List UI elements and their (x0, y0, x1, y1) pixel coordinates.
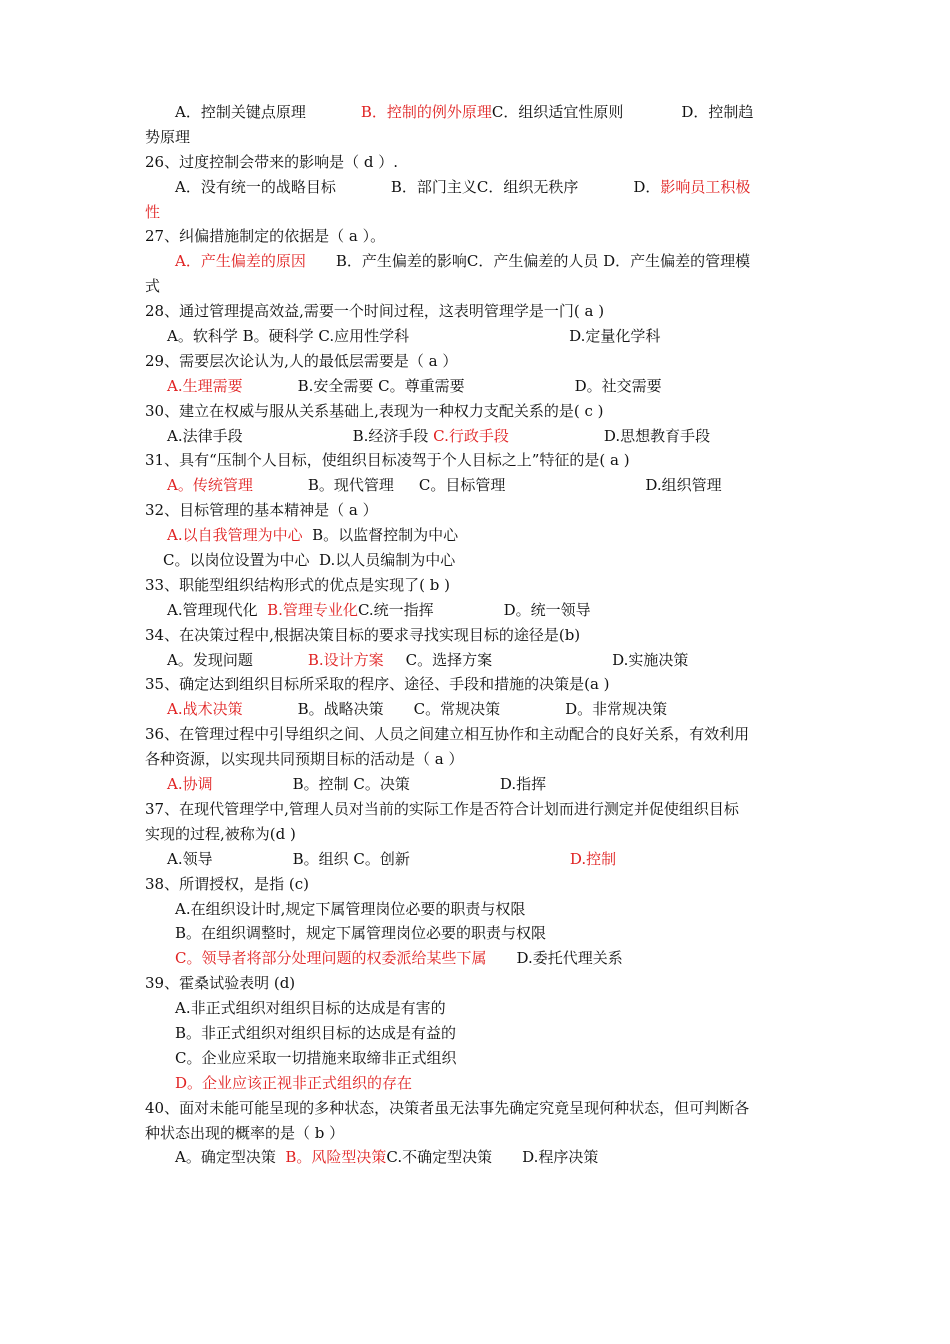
text-line (145, 847, 815, 872)
text-line (145, 971, 815, 996)
text-segment: D． (633, 177, 661, 196)
text-segment: 29、需要层次论认为,人的最低层需要是（ a ） (145, 351, 458, 370)
text-segment: 31、具有“压制个人目标，使组织目标凌驾于个人目标之上”特征的是( a ) (145, 451, 630, 470)
text-segment: B．产生偏差的影响C．产生偏差的人员 D．产生偏差的管理模 (335, 252, 751, 271)
text-segment: B。在组织调整时，规定下属管理岗位必要的职责与权限 (175, 924, 547, 943)
text-segment: 30、建立在权威与服从关系基础上,表现为一种权力支配关系的是( c ) (145, 401, 604, 420)
text-line (145, 448, 815, 473)
text-line (145, 697, 815, 722)
answer-text: B。风险型决策 (285, 1148, 387, 1167)
text-line (145, 772, 815, 797)
text-segment: C。目标管理 (418, 476, 506, 495)
text-segment: D。统一领导 (503, 600, 591, 619)
text-line (145, 200, 815, 225)
text-line (145, 797, 815, 822)
text-line (145, 498, 815, 523)
text-segment: C.不确定型决策 (386, 1148, 493, 1167)
text-segment: 种状态出现的概率的是（ b ） (145, 1123, 345, 1142)
text-segment: 36、在管理过程中引导组织之间、人员之间建立相互协作和主动配合的良好关系，有效利用 (145, 725, 750, 744)
answer-text: 性 (145, 202, 161, 221)
text-segment: A.法律手段 (167, 426, 243, 445)
text-segment: A。发现问题 (167, 650, 253, 669)
text-segment: C。以岗位设置为中心 D.以人员编制为中心 (163, 551, 456, 570)
text-segment: D.委托代理关系 (516, 949, 623, 968)
answer-text: A.以自我管理为中心 (167, 526, 303, 545)
answer-text: A.战术决策 (167, 700, 243, 719)
answer-text: A.协调 (167, 775, 213, 794)
text-segment: 33、职能型组织结构形式的优点是实现了( b ) (145, 575, 450, 594)
text-line (145, 1096, 815, 1121)
text-segment: D.实施决策 (612, 650, 689, 669)
text-segment: 40、面对未能可能呈现的多种状态，决策者虽无法事先确定究竟呈现何种状态，但可判断各 (145, 1098, 750, 1117)
text-line (145, 672, 815, 697)
text-segment: A．控制关键点原理 (175, 103, 306, 121)
text-segment: 27、纠偏措施制定的依据是（ a ）。 (145, 227, 386, 246)
answer-text: A。传统管理 (167, 476, 253, 495)
text-line (145, 274, 815, 299)
text-segment: 式 (145, 277, 161, 296)
text-segment: A。确定型决策 (175, 1148, 286, 1167)
text-line (145, 573, 815, 598)
text-segment: A。软科学 B。硬科学 C.应用性学科 (167, 327, 410, 346)
document-page (145, 100, 815, 1170)
text-line (145, 722, 815, 747)
text-line (145, 523, 815, 548)
text-line (145, 1046, 815, 1071)
text-segment: A.在组织设计时,规定下属管理岗位必要的职责与权限 (175, 899, 526, 918)
text-line (145, 897, 815, 922)
answer-text: B．控制的例外原理 (360, 103, 492, 121)
text-line (145, 598, 815, 623)
text-segment: D.定量化学科 (569, 327, 661, 346)
text-line (145, 349, 815, 374)
text-segment: 实现的过程,被称为(d ) (145, 824, 296, 843)
text-line (145, 374, 815, 399)
text-segment: B。现代管理 (307, 476, 394, 495)
text-segment: A.非正式组织对组织目标的达成是有害的 (175, 999, 446, 1018)
text-line (145, 548, 815, 573)
text-segment: C。选择方案 (405, 650, 493, 669)
answer-text: A．产生偏差的原因 (175, 252, 306, 271)
text-segment: B。控制 C。决策 (292, 775, 410, 794)
text-segment: 28、通过管理提高效益,需要一个时间过程，这表明管理学是一门( a ) (145, 302, 605, 321)
text-segment: B。以监督控制为中心 (302, 526, 459, 545)
text-segment: B。战略决策 (297, 700, 384, 719)
text-line (145, 224, 815, 249)
answer-text: B.设计方案 (307, 650, 384, 669)
text-line (145, 249, 815, 274)
text-line (145, 1021, 815, 1046)
text-line (145, 100, 815, 125)
text-segment: C。企业应采取一切措施来取缔非正式组织 (175, 1048, 457, 1067)
text-segment: D.指挥 (499, 775, 547, 794)
text-segment: 39、霍桑试验表明 (d) (145, 974, 296, 993)
text-segment: D。社交需要 (574, 376, 662, 395)
text-line (145, 822, 815, 847)
answer-text: B.管理专业化 (267, 600, 358, 619)
text-segment: D。非常规决策 (565, 700, 668, 719)
text-segment: D.思想教育手段 (603, 426, 711, 445)
text-line (145, 175, 815, 200)
text-segment: B。组织 C。创新 (292, 849, 410, 868)
text-segment: 38、所谓授权，是指 (c) (145, 874, 309, 893)
text-segment: C．组织适宜性原则 (491, 103, 624, 121)
text-segment: D.程序决策 (522, 1148, 599, 1167)
text-line (145, 299, 815, 324)
text-segment: 各种资源，以实现共同预期目标的活动是（ a ） (145, 750, 464, 769)
text-segment: B。非正式组织对组织目标的达成是有益的 (175, 1023, 457, 1042)
text-line (145, 1071, 815, 1096)
text-segment: 32、目标管理的基本精神是（ a ） (145, 501, 378, 520)
text-segment: B.安全需要 C。尊重需要 (297, 376, 465, 395)
text-line (145, 424, 815, 449)
text-line (145, 324, 815, 349)
text-line (145, 747, 815, 772)
text-line (145, 623, 815, 648)
text-line (145, 150, 815, 175)
text-line (145, 125, 815, 150)
text-line (145, 648, 815, 673)
text-line (145, 946, 815, 971)
text-segment: C。常规决策 (413, 700, 501, 719)
text-segment: B．部门主义C．组织无秩序 (390, 177, 579, 196)
text-line (145, 473, 815, 498)
text-line (145, 921, 815, 946)
text-segment: 34、在决策过程中,根据决策目标的要求寻找实现目标的途径是(b) (145, 625, 581, 644)
text-line (145, 1145, 815, 1170)
answer-text: A.生理需要 (167, 376, 243, 395)
answer-text: C.行政手段 (433, 426, 509, 445)
text-segment: B.经济手段 (352, 426, 434, 445)
text-segment: 37、在现代管理学中,管理人员对当前的实际工作是否符合计划而进行测定并促使组织目标 (145, 799, 739, 818)
text-segment: A.管理现代化 (167, 600, 268, 619)
text-segment: 势原理 (145, 127, 191, 146)
text-line (145, 872, 815, 897)
text-segment: D．控制趋 (681, 103, 754, 121)
answer-text: D。企业应该正视非正式组织的存在 (175, 1073, 413, 1092)
text-line (145, 399, 815, 424)
text-segment: C.统一指挥 (357, 600, 434, 619)
text-line (145, 996, 815, 1021)
text-line (145, 1121, 815, 1146)
answer-text: C。领导者将部分处理问题的权委派给某些下属 (175, 949, 487, 968)
text-segment: A．没有统一的战略目标 (175, 177, 336, 196)
text-segment: 35、确定达到组织目标所采取的程序、途径、手段和措施的决策是(a ) (145, 675, 610, 694)
answer-text: D.控制 (569, 849, 617, 868)
answer-text: 影响员工积极 (660, 177, 751, 196)
text-segment: 26、过度控制会带来的影响是（ d ）. (145, 152, 398, 171)
text-segment: A.领导 (167, 849, 213, 868)
text-segment: D.组织管理 (645, 476, 722, 495)
